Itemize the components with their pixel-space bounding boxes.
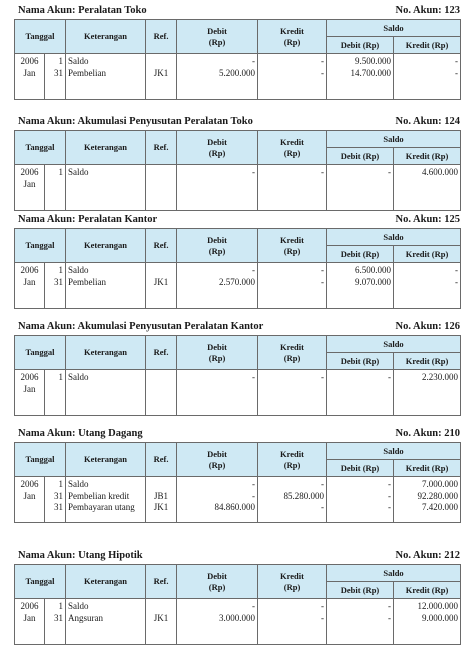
date-year: 2006	[20, 167, 39, 177]
header-tanggal: Tanggal	[15, 565, 66, 599]
balance-credit: 2.230.000	[422, 372, 459, 382]
header-debit	[177, 565, 258, 599]
credit-amount: -	[321, 67, 325, 78]
ledger-table	[14, 335, 461, 416]
credit-amount-cell	[258, 165, 327, 211]
reference: JB1	[154, 490, 169, 501]
header-kredit	[258, 20, 327, 54]
header-saldo: Saldo	[327, 229, 461, 246]
header-debit-label: Debit	[207, 570, 227, 581]
description: Angsuran	[68, 612, 104, 623]
date-day-cell	[45, 477, 66, 523]
account-name: Nama Akun: Akumulasi Penyusutan Peralatan Toko	[18, 116, 253, 127]
header-debit-label: Debit	[207, 234, 227, 245]
credit-amount-cell	[258, 599, 327, 645]
header-ref: Ref.	[146, 336, 177, 370]
credit-amount: -	[321, 56, 325, 66]
header-kredit-unit: (Rp)	[283, 459, 301, 470]
balance-debit	[329, 384, 391, 396]
debit-amount: 84.860.000	[214, 502, 256, 512]
header-keterangan: Keterangan	[66, 20, 146, 54]
credit-amount: -	[321, 265, 325, 275]
ledger-body	[15, 165, 461, 211]
header-debit	[177, 20, 258, 54]
balance-credit: 92.280.000	[417, 490, 459, 501]
header-saldo-kredit: Kredit (Rp)	[394, 460, 461, 477]
header-debit-unit: (Rp)	[208, 581, 226, 592]
ledger-header	[14, 428, 460, 442]
credit-amount: -	[321, 276, 325, 287]
balance-credit: 4.600.000	[422, 167, 459, 177]
header-saldo-debit: Debit (Rp)	[327, 582, 394, 599]
date-day: 1	[58, 265, 64, 275]
balance-debit: -	[388, 479, 392, 489]
account-number: No. Akun: 123	[395, 5, 460, 16]
debit-amount-cell	[177, 263, 258, 309]
ledger-section	[14, 550, 460, 645]
date-day-cell	[45, 263, 66, 309]
header-debit-unit: (Rp)	[208, 352, 226, 363]
header-kredit	[258, 336, 327, 370]
debit-amount	[179, 384, 255, 396]
ledger-table	[14, 130, 461, 211]
reference: JK1	[153, 612, 169, 623]
date-day-cell	[45, 599, 66, 645]
reference: JK1	[153, 502, 169, 512]
table-row	[15, 54, 461, 100]
header-saldo-kredit: Kredit (Rp)	[394, 37, 461, 54]
header-debit-label: Debit	[207, 25, 227, 36]
description: Saldo	[68, 56, 89, 66]
description: Saldo	[68, 265, 89, 275]
header-debit-unit: (Rp)	[208, 459, 226, 470]
table-row	[15, 477, 461, 523]
balance-credit: -	[455, 276, 459, 287]
date-year	[17, 502, 42, 514]
header-debit	[177, 336, 258, 370]
balance-credit: -	[455, 67, 459, 78]
header-kredit-unit: (Rp)	[283, 147, 301, 158]
header-saldo-debit: Debit (Rp)	[327, 460, 394, 477]
reference	[148, 167, 174, 179]
header-saldo-debit: Debit (Rp)	[327, 37, 394, 54]
date-year: Jan	[23, 67, 36, 78]
description-cell	[66, 370, 146, 416]
header-saldo: Saldo	[327, 336, 461, 353]
header-kredit-unit: (Rp)	[283, 352, 301, 363]
reference-cell	[146, 370, 177, 416]
date-year-cell	[15, 477, 45, 523]
credit-amount	[260, 384, 324, 396]
header-debit	[177, 131, 258, 165]
account-number: No. Akun: 124	[395, 116, 460, 127]
ledger-body	[15, 263, 461, 309]
debit-amount: -	[252, 56, 256, 66]
header-saldo-kredit: Kredit (Rp)	[394, 353, 461, 370]
header-ref: Ref.	[146, 565, 177, 599]
account-number: No. Akun: 125	[395, 214, 460, 225]
description: Saldo	[68, 479, 89, 489]
balance-credit-cell	[394, 599, 461, 645]
ledger-header	[14, 5, 460, 19]
date-year-cell	[15, 263, 45, 309]
debit-amount-cell	[177, 54, 258, 100]
account-name: Nama Akun: Utang Dagang	[18, 428, 143, 439]
reference	[148, 265, 174, 277]
ledger-body	[15, 599, 461, 645]
account-name: Nama Akun: Akumulasi Penyusutan Peralatan Kantor	[18, 321, 264, 332]
header-tanggal: Tanggal	[15, 336, 66, 370]
table-row	[15, 370, 461, 416]
debit-amount	[179, 179, 255, 191]
header-kredit	[258, 443, 327, 477]
ledger-table-header	[15, 565, 461, 599]
balance-credit-cell	[394, 54, 461, 100]
header-saldo-kredit: Kredit (Rp)	[394, 246, 461, 263]
description: Saldo	[68, 601, 89, 611]
balance-debit: 9.070.000	[355, 276, 392, 287]
header-kredit	[258, 565, 327, 599]
reference: JK1	[153, 276, 169, 287]
balance-debit: 14.700.000	[350, 67, 392, 78]
header-debit-unit: (Rp)	[208, 147, 226, 158]
date-day-cell	[45, 165, 66, 211]
header-saldo-debit: Debit (Rp)	[327, 246, 394, 263]
table-row	[15, 599, 461, 645]
ledger-table-header	[15, 443, 461, 477]
balance-debit: -	[388, 502, 392, 512]
ledger-section	[14, 5, 460, 100]
balance-debit: -	[388, 601, 392, 611]
header-kredit	[258, 131, 327, 165]
balance-credit: 12.000.000	[417, 601, 459, 611]
header-debit	[177, 229, 258, 263]
reference	[148, 56, 174, 68]
ledger-table-header	[15, 336, 461, 370]
credit-amount-cell	[258, 54, 327, 100]
debit-amount: -	[252, 479, 256, 489]
header-saldo: Saldo	[327, 20, 461, 37]
credit-amount: -	[321, 167, 325, 177]
balance-debit: 9.500.000	[355, 56, 392, 66]
date-day	[47, 384, 63, 396]
credit-amount-cell	[258, 370, 327, 416]
balance-credit: 9.000.000	[422, 612, 459, 623]
description-cell	[66, 263, 146, 309]
header-keterangan: Keterangan	[66, 565, 146, 599]
description: Pembelian	[68, 67, 107, 78]
header-kredit-label: Kredit	[280, 136, 304, 147]
date-day-cell	[45, 54, 66, 100]
reference: JK1	[153, 67, 169, 78]
description: Pembelian kredit	[68, 490, 130, 501]
header-kredit-label: Kredit	[280, 234, 304, 245]
description: Saldo	[68, 372, 89, 382]
header-ref: Ref.	[146, 229, 177, 263]
debit-amount-cell	[177, 165, 258, 211]
credit-amount: -	[321, 502, 325, 512]
header-kredit-label: Kredit	[280, 25, 304, 36]
ledger-body	[15, 54, 461, 100]
debit-amount: 2.570.000	[219, 276, 256, 287]
balance-debit-cell	[327, 477, 394, 523]
date-day: 31	[54, 490, 64, 501]
balance-debit-cell	[327, 599, 394, 645]
description-cell	[66, 54, 146, 100]
balance-credit: 7.000.000	[422, 479, 459, 489]
balance-credit-cell	[394, 370, 461, 416]
header-keterangan: Keterangan	[66, 336, 146, 370]
debit-amount: -	[252, 601, 256, 611]
credit-amount: -	[321, 601, 325, 611]
debit-amount-cell	[177, 599, 258, 645]
ledger-table	[14, 564, 461, 645]
date-day: 1	[58, 372, 64, 382]
description: Pembayaran utang	[68, 502, 135, 512]
debit-amount: -	[252, 372, 256, 382]
debit-amount: 5.200.000	[219, 67, 256, 78]
ledger-section	[14, 321, 460, 416]
header-debit-unit: (Rp)	[208, 36, 226, 47]
header-tanggal: Tanggal	[15, 443, 66, 477]
credit-amount: -	[321, 372, 325, 382]
balance-debit-cell	[327, 370, 394, 416]
balance-credit: 7.420.000	[422, 502, 459, 512]
date-day: 1	[58, 601, 64, 611]
description: Pembelian	[68, 276, 107, 287]
date-day: 31	[54, 276, 64, 287]
header-saldo-debit: Debit (Rp)	[327, 148, 394, 165]
ledger-table-header	[15, 229, 461, 263]
description: Saldo	[68, 167, 89, 177]
description-cell	[66, 477, 146, 523]
date-year: Jan	[23, 612, 36, 623]
debit-amount-cell	[177, 477, 258, 523]
date-day: 1	[58, 56, 64, 66]
date-year: 2006	[20, 56, 39, 66]
description-cell	[66, 165, 146, 211]
header-saldo-debit: Debit (Rp)	[327, 353, 394, 370]
date-day: 31	[54, 502, 64, 512]
date-year: Jan	[23, 276, 36, 287]
ledger-header	[14, 321, 460, 335]
balance-credit-cell	[394, 263, 461, 309]
debit-amount: -	[252, 265, 256, 275]
balance-debit: -	[388, 490, 392, 501]
date-year: Jan	[23, 490, 36, 501]
balance-credit-cell	[394, 477, 461, 523]
reference-cell	[146, 599, 177, 645]
date-year: Jan	[23, 383, 36, 394]
ledger-table	[14, 228, 461, 309]
debit-amount: -	[252, 490, 256, 501]
ledger-table	[14, 442, 461, 523]
date-day: 1	[58, 167, 64, 177]
debit-amount-cell	[177, 370, 258, 416]
reference-cell	[146, 263, 177, 309]
balance-debit	[329, 179, 391, 191]
date-year: 2006	[20, 479, 39, 489]
date-year-cell	[15, 165, 45, 211]
header-saldo-kredit: Kredit (Rp)	[394, 582, 461, 599]
balance-debit: -	[388, 167, 392, 177]
header-debit	[177, 443, 258, 477]
credit-amount: -	[321, 479, 325, 489]
account-name: Nama Akun: Utang Hipotik	[18, 550, 143, 561]
reference-cell	[146, 54, 177, 100]
ledger-header	[14, 214, 460, 228]
ledger-header	[14, 116, 460, 130]
date-day	[47, 179, 63, 191]
date-year: 2006	[20, 601, 39, 611]
header-saldo-kredit: Kredit (Rp)	[394, 148, 461, 165]
date-year-cell	[15, 599, 45, 645]
header-tanggal: Tanggal	[15, 131, 66, 165]
account-number: No. Akun: 126	[395, 321, 460, 332]
credit-amount: 85.280.000	[283, 490, 325, 501]
ledger-body	[15, 370, 461, 416]
balance-debit-cell	[327, 54, 394, 100]
reference	[148, 179, 174, 191]
date-year-cell	[15, 54, 45, 100]
ledger-table-header	[15, 131, 461, 165]
header-ref: Ref.	[146, 443, 177, 477]
date-day: 31	[54, 67, 64, 78]
credit-amount	[260, 179, 324, 191]
table-row	[15, 165, 461, 211]
date-year: 2006	[20, 265, 39, 275]
balance-debit: -	[388, 612, 392, 623]
debit-amount: 3.000.000	[219, 612, 256, 623]
description	[68, 384, 143, 396]
ledger-header	[14, 550, 460, 564]
reference	[148, 479, 174, 491]
header-debit-label: Debit	[207, 136, 227, 147]
header-ref: Ref.	[146, 20, 177, 54]
header-kredit-label: Kredit	[280, 448, 304, 459]
credit-amount-cell	[258, 477, 327, 523]
account-number: No. Akun: 210	[395, 428, 460, 439]
header-tanggal: Tanggal	[15, 20, 66, 54]
reference-cell	[146, 165, 177, 211]
header-saldo: Saldo	[327, 565, 461, 582]
header-kredit	[258, 229, 327, 263]
ledger-body	[15, 477, 461, 523]
header-kredit-unit: (Rp)	[283, 36, 301, 47]
balance-debit: -	[388, 372, 392, 382]
header-keterangan: Keterangan	[66, 229, 146, 263]
ledger-section	[14, 214, 460, 309]
header-keterangan: Keterangan	[66, 131, 146, 165]
account-number: No. Akun: 212	[395, 550, 460, 561]
ledger-table-header	[15, 20, 461, 54]
date-year-cell	[15, 370, 45, 416]
reference-cell	[146, 477, 177, 523]
header-kredit-unit: (Rp)	[283, 245, 301, 256]
ledger-table	[14, 19, 461, 100]
date-day-cell	[45, 370, 66, 416]
balance-debit: 6.500.000	[355, 265, 392, 275]
header-debit-unit: (Rp)	[208, 245, 226, 256]
table-row	[15, 263, 461, 309]
reference	[148, 601, 174, 613]
header-debit-label: Debit	[207, 448, 227, 459]
account-name: Nama Akun: Peralatan Toko	[18, 5, 147, 16]
balance-credit: -	[455, 265, 459, 275]
header-kredit-label: Kredit	[280, 341, 304, 352]
date-year: 2006	[20, 372, 39, 382]
description	[68, 179, 143, 191]
description-cell	[66, 599, 146, 645]
date-day: 31	[54, 612, 64, 623]
balance-credit: -	[455, 56, 459, 66]
header-kredit-label: Kredit	[280, 570, 304, 581]
header-saldo: Saldo	[327, 131, 461, 148]
balance-debit-cell	[327, 165, 394, 211]
header-keterangan: Keterangan	[66, 443, 146, 477]
date-year: Jan	[23, 178, 36, 189]
ledger-section	[14, 428, 460, 523]
header-kredit-unit: (Rp)	[283, 581, 301, 592]
balance-credit-cell	[394, 165, 461, 211]
debit-amount: -	[252, 167, 256, 177]
account-name: Nama Akun: Peralatan Kantor	[18, 214, 158, 225]
credit-amount-cell	[258, 263, 327, 309]
balance-credit	[396, 384, 458, 396]
reference	[148, 384, 174, 396]
date-day: 1	[58, 479, 64, 489]
credit-amount: -	[321, 612, 325, 623]
reference	[148, 372, 174, 384]
balance-credit	[396, 179, 458, 191]
balance-debit-cell	[327, 263, 394, 309]
ledger-section	[14, 116, 460, 211]
header-tanggal: Tanggal	[15, 229, 66, 263]
header-saldo: Saldo	[327, 443, 461, 460]
header-debit-label: Debit	[207, 341, 227, 352]
header-ref: Ref.	[146, 131, 177, 165]
